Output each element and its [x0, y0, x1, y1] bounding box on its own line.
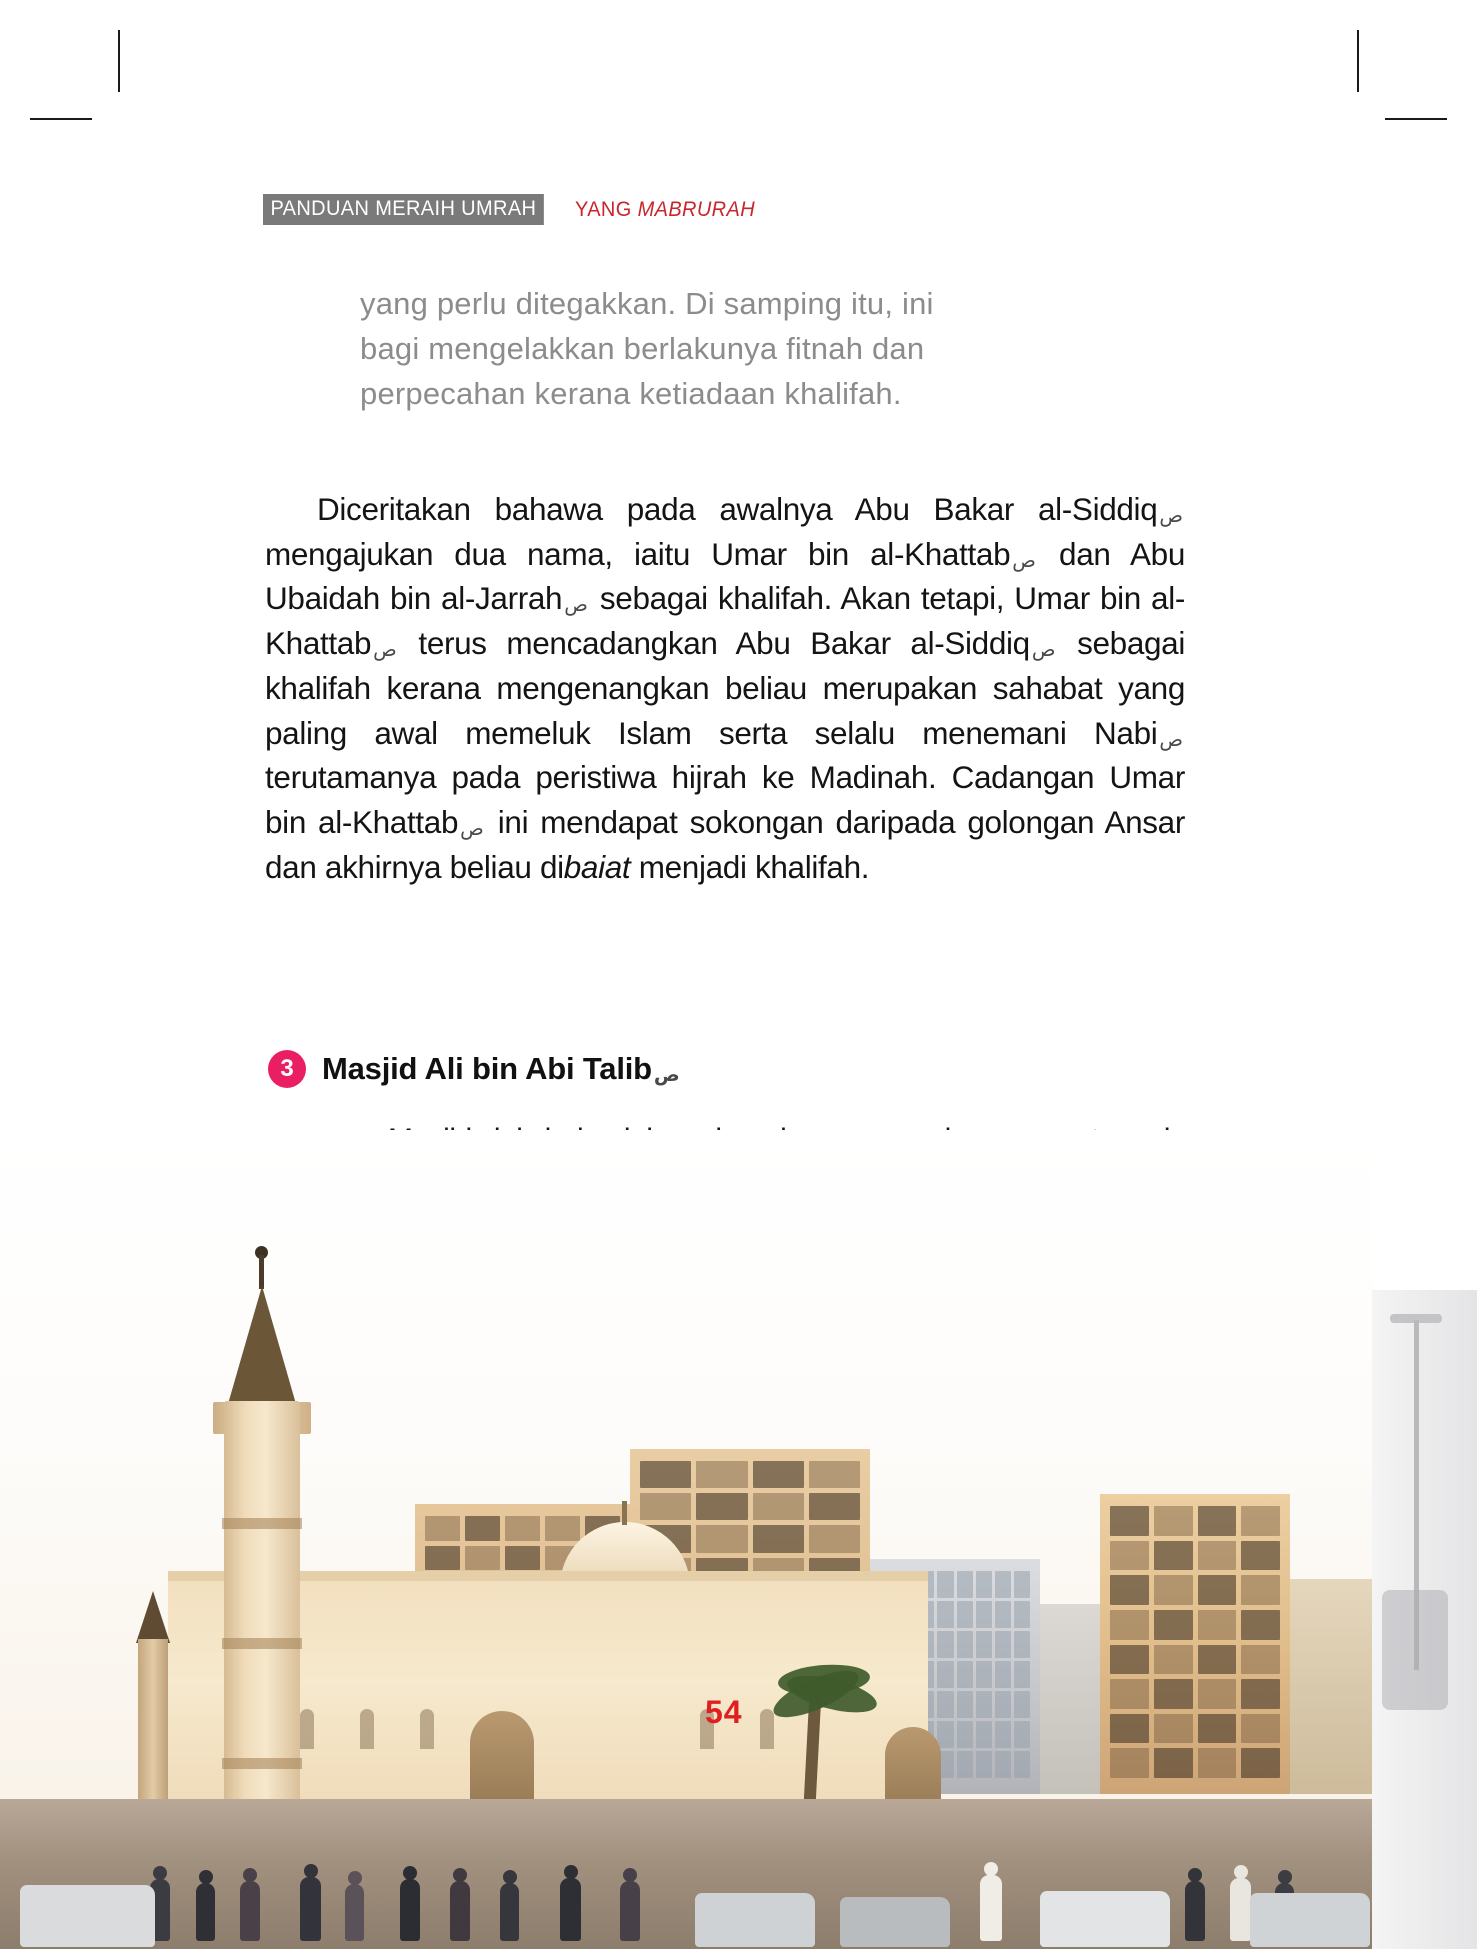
pedestrian — [620, 1881, 640, 1941]
window — [809, 1461, 860, 1488]
parked-car — [695, 1893, 815, 1947]
minaret-spire — [228, 1286, 296, 1404]
window — [640, 1461, 691, 1488]
honorific-icon: ص — [373, 638, 397, 662]
window — [753, 1461, 804, 1488]
mosque-window — [360, 1709, 374, 1749]
window — [465, 1516, 500, 1541]
intro-line-2: bagi mengelakkan berlakunya fitnah dan — [360, 330, 925, 366]
crop-mark-top-right-v — [1357, 30, 1359, 92]
body-text-3: dan Abu Ubaidah bin al-Jarrah — [265, 535, 1185, 617]
mosque-photograph — [0, 1130, 1372, 1949]
honorific-icon: ص — [564, 593, 588, 617]
section-title — [322, 1051, 682, 1087]
small-minaret-cap — [136, 1591, 170, 1643]
body-text-4: sebagai khalifah. Akan tetapi, Umar bin al-Khattab — [265, 580, 1185, 662]
pedestrian-white-robe — [980, 1875, 1002, 1941]
mosque-window — [760, 1709, 774, 1749]
honorific-icon: ص — [1159, 727, 1183, 751]
minaret-band — [222, 1758, 302, 1769]
building-far-right — [1290, 1579, 1372, 1794]
parked-car — [840, 1897, 950, 1947]
body-text-10: menjadi khalifah. — [630, 848, 870, 885]
window — [425, 1516, 460, 1541]
header-accent — [574, 196, 755, 221]
facing-page-sliver — [1372, 1290, 1477, 1949]
honorific-icon: ص — [653, 1063, 680, 1086]
body-text-italic-baiat: baiat — [563, 848, 631, 885]
body-text-7: terutamanya pada peristiwa hijrah ke Madinah. Cadangan Umar bin al-Khattab — [265, 759, 1185, 841]
crop-mark-top-left-v — [118, 30, 120, 92]
mosque-window — [300, 1709, 314, 1749]
window — [809, 1525, 860, 1552]
window — [425, 1546, 460, 1571]
pedestrian-white-robe — [1230, 1878, 1251, 1941]
section-number-badge: 3 — [268, 1050, 306, 1088]
building-slim-gray — [1040, 1604, 1100, 1794]
pedestrian — [240, 1881, 260, 1941]
minaret-band — [222, 1518, 302, 1529]
pedestrian — [450, 1881, 470, 1941]
intro-line-3: perpecahan kerana ketiadaan khalifah. — [360, 375, 902, 411]
window — [696, 1493, 747, 1520]
header-title-tag: PANDUAN MERAIH UMRAH — [263, 194, 544, 225]
window — [640, 1493, 691, 1520]
pedestrian — [500, 1883, 519, 1941]
crop-mark-top-right-h — [1385, 118, 1447, 120]
minaret-finial-rod — [259, 1255, 264, 1289]
pedestrian — [400, 1879, 420, 1941]
intro-paragraph — [360, 282, 1080, 417]
parked-car — [1040, 1891, 1170, 1947]
body-text-1: Diceritakan bahawa pada awalnya Abu Bakar al-Siddiq — [317, 491, 1158, 527]
running-header — [263, 194, 769, 225]
intro-line-1: yang perlu ditegakkan. Di samping itu, ini — [360, 286, 934, 321]
window — [809, 1493, 860, 1520]
honorific-icon: ص — [1031, 638, 1056, 662]
body-text-6: sebagai khalifah kerana mengenangkan beliau merupakan sahabat yang paling awal memeluk Islam serta selalu menemani Nabi — [265, 625, 1186, 751]
pedestrian — [345, 1884, 364, 1941]
parked-car — [20, 1885, 155, 1947]
dome-finial — [622, 1501, 627, 1525]
window — [465, 1546, 500, 1571]
window — [505, 1546, 540, 1571]
header-accent-italic: MABRURAH — [637, 196, 755, 221]
window — [753, 1525, 804, 1552]
pedestrian — [560, 1878, 581, 1941]
window — [753, 1493, 804, 1520]
honorific-icon: ص — [460, 817, 484, 841]
crop-mark-top-left-h — [30, 118, 92, 120]
window — [545, 1516, 580, 1541]
body-paragraph — [265, 487, 1185, 889]
minaret-band — [222, 1638, 302, 1649]
body-text-5: terus mencadangkan Abu Bakar al-Siddiq — [398, 625, 1030, 662]
body-text-8: ini mendapat sokongan daripada golongan Ansar dan akhirnya beliau di — [265, 804, 1185, 885]
window — [696, 1525, 747, 1552]
pedestrian — [1185, 1881, 1205, 1941]
pedestrian — [196, 1883, 215, 1941]
window — [696, 1461, 747, 1488]
honorific-icon: ص — [1159, 504, 1183, 527]
parked-car — [1250, 1893, 1370, 1947]
body-text-2: mengajukan dua nama, iaitu Umar bin al-Khattab — [265, 535, 1011, 572]
honorific-icon: ص — [1012, 548, 1036, 572]
building-ornate-right — [1100, 1494, 1290, 1794]
section-title-text: Masjid Ali bin Abi Talib — [322, 1051, 652, 1086]
page-number: 54 — [705, 1694, 743, 1730]
background-structure — [1382, 1590, 1448, 1710]
pedestrian — [300, 1877, 321, 1941]
window — [505, 1516, 540, 1541]
mosque-window — [420, 1709, 434, 1749]
window-grid — [1110, 1506, 1280, 1778]
section-heading — [268, 1050, 682, 1088]
header-accent-plain: YANG — [574, 196, 638, 221]
